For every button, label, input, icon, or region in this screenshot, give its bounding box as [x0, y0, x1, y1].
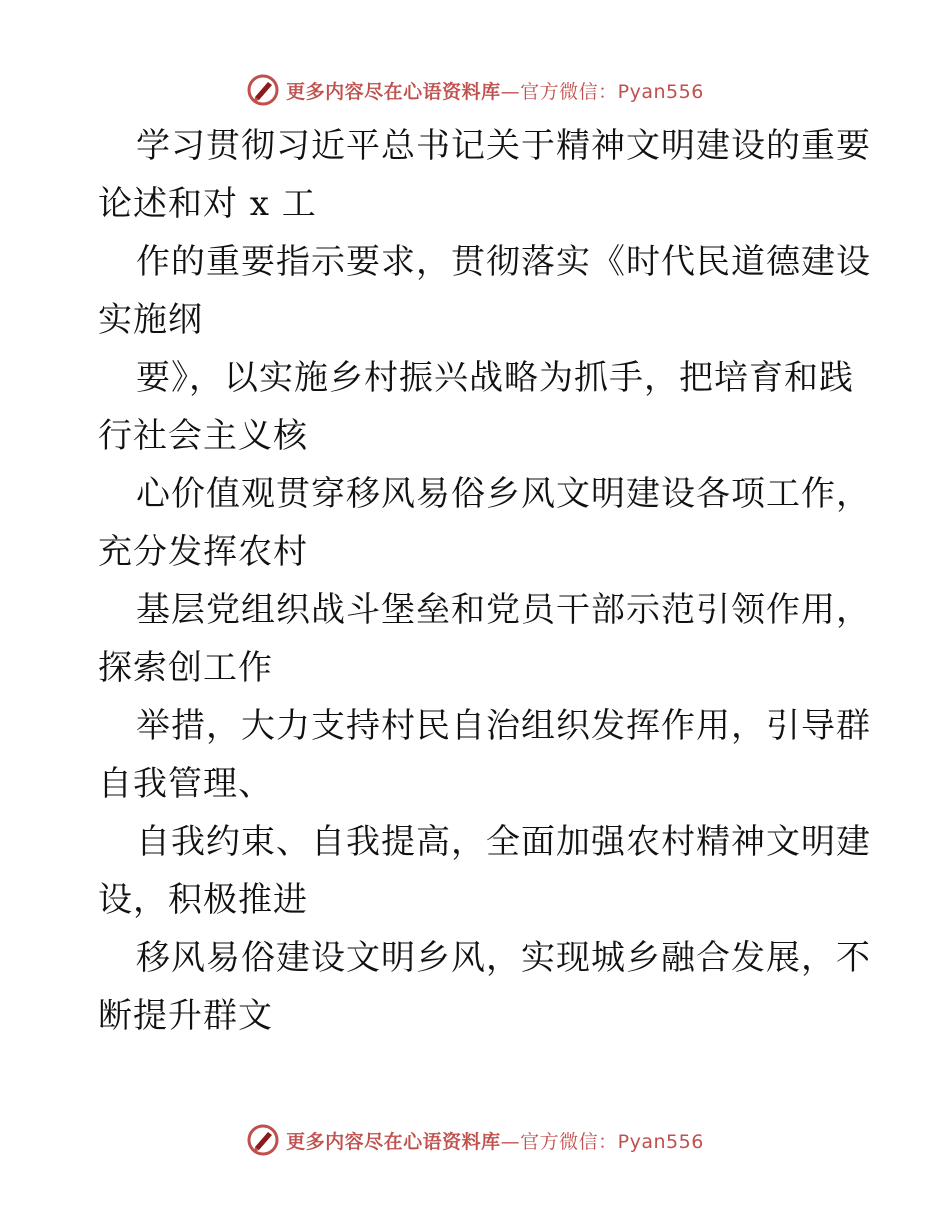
header-banner [0, 70, 950, 110]
text-line: 基层党组织战斗堡垒和党员干部示范引领作用， [136, 590, 871, 630]
footer-banner-text [286, 1127, 704, 1154]
footer-banner-tail: 官方微信：Pyan556 [520, 1130, 704, 1153]
text-line: 自我约束、自我提高，全面加强农村精神文明建 [136, 822, 871, 862]
text-line: 实施纲 [98, 300, 203, 340]
text-line: 举措，大力支持村民自治组织发挥作用，引导群 [136, 706, 871, 746]
footer-banner-sep: — [500, 1130, 521, 1153]
footer-banner [0, 1120, 950, 1160]
text-line: 设，积极推进 [98, 880, 308, 920]
footer-banner-main: 更多内容尽在心语资料库 [286, 1130, 501, 1153]
pen-seal-icon [246, 1123, 280, 1157]
text-line: 学习贯彻习近平总书记关于精神文明建设的重要 [136, 126, 871, 166]
text-line: 心价值观贯穿移风易俗乡风文明建设各项工作， [136, 474, 871, 514]
header-banner-tail: 官方微信：Pyan556 [520, 80, 704, 103]
text-line: 移风易俗建设文明乡风，实现城乡融合发展，不 [136, 938, 871, 978]
text-line: 断提升群文 [98, 996, 273, 1036]
header-banner-main: 更多内容尽在心语资料库 [286, 80, 501, 103]
text-line: 行社会主义核 [98, 416, 308, 456]
header-banner-text [286, 77, 704, 104]
pen-seal-icon [246, 73, 280, 107]
document-body [0, 117, 950, 1045]
text-line: 作的重要指示要求，贯彻落实《时代民道德建设 [136, 242, 871, 282]
text-line: 要》，以实施乡村振兴战略为抓手，把培育和践 [136, 358, 854, 398]
text-line: 探索创工作 [98, 648, 273, 688]
text-line: 自我管理、 [98, 764, 273, 804]
text-line: 充分发挥农村 [98, 532, 308, 572]
text-line: 论述和对 x 工 [98, 184, 317, 224]
header-banner-sep: — [500, 80, 521, 103]
